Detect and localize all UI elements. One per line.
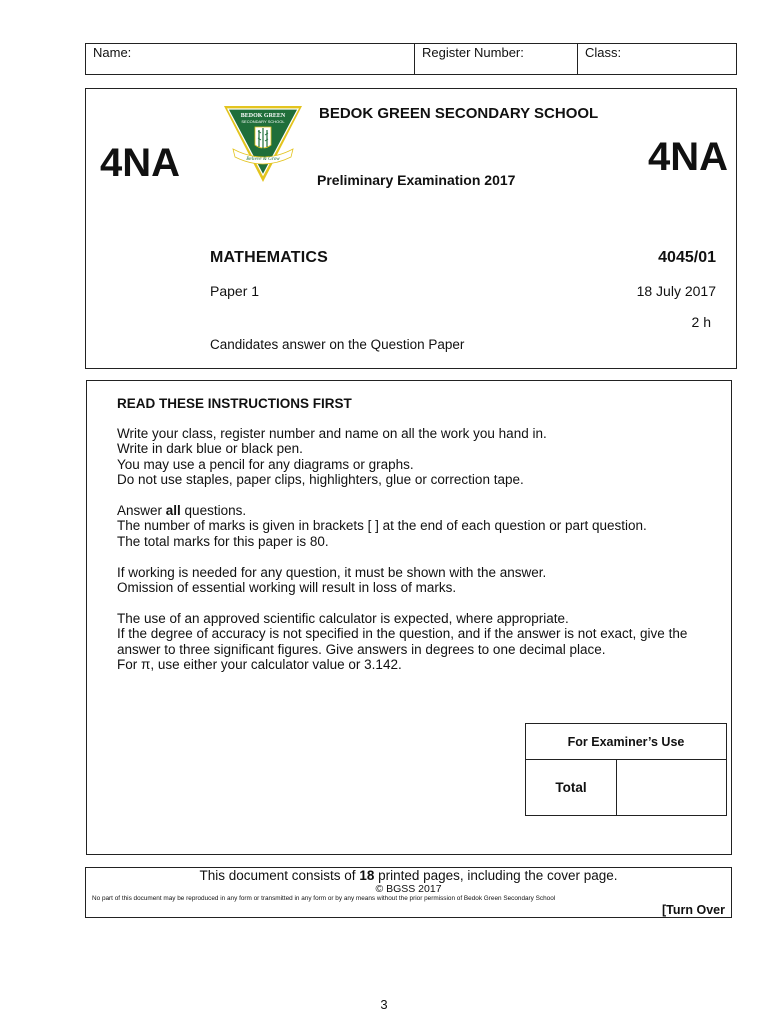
instruction-line: The use of an approved scientific calculator is expected, where appropriate.	[117, 610, 569, 626]
instructions-paragraph-4	[117, 611, 727, 673]
subject-title: MATHEMATICS	[210, 249, 329, 266]
school-crest-icon	[221, 103, 305, 185]
name-label: Name:	[93, 45, 132, 60]
exam-title: Preliminary Examination 2017	[317, 172, 516, 188]
instructions-paragraph-3	[117, 565, 727, 596]
svg-text:BEDOK GREEN: BEDOK GREEN	[240, 113, 286, 119]
school-name: BEDOK GREEN SECONDARY SCHOOL	[319, 105, 599, 122]
instruction-text: Answer	[117, 503, 166, 519]
instruction-line: Write your class, register number and name on all the work you hand in.	[117, 426, 547, 441]
svg-text:SECONDARY SCHOOL: SECONDARY SCHOOL	[241, 119, 285, 124]
instruction-line: For π, use either your calculator value or 3.142.	[117, 657, 402, 673]
instructions-box	[86, 380, 732, 855]
instruction-line: The number of marks is given in brackets [ ] at the end of each question or part question.	[117, 518, 647, 534]
svg-text:Believe & Grow: Believe & Grow	[246, 156, 280, 162]
instruction-line: Write in dark blue or black pen.	[117, 441, 303, 457]
register-label: Register Number:	[422, 45, 524, 60]
instruction-emphasis: all	[165, 503, 181, 519]
instructions-title: READ THESE INSTRUCTIONS FIRST	[117, 396, 352, 411]
candidates-note: Candidates answer on the Question Paper	[210, 337, 465, 352]
copyright-notice: © BGSS 2017	[375, 883, 442, 895]
examiner-use-heading: For Examiner’s Use	[526, 724, 726, 760]
instruction-line: Do not use staples, paper clips, highlighters, glue or correction tape.	[117, 472, 524, 488]
exam-duration: 2 h	[691, 314, 711, 330]
examiner-use-table	[525, 723, 727, 816]
instruction-line: The total marks for this paper is 80.	[117, 533, 329, 549]
page-number: 3	[380, 997, 388, 1012]
level-code-right: 4NA	[647, 135, 728, 179]
class-label: Class:	[585, 45, 622, 60]
paper-number: Paper 1	[210, 283, 260, 299]
paper-code: 4045/01	[658, 249, 716, 266]
document-footer	[85, 867, 732, 918]
instructions-paragraph-1	[117, 426, 727, 488]
register-number-field[interactable]	[415, 44, 578, 74]
instructions-body	[117, 426, 727, 688]
instruction-line: You may use a pencil for any diagrams or graphs.	[117, 456, 414, 472]
candidate-info-bar	[85, 43, 737, 75]
instruction-line: If working is needed for any question, it must be shown with the answer.	[117, 564, 547, 580]
exam-header	[85, 88, 737, 369]
total-marks-cell[interactable]	[617, 760, 726, 815]
page-count-note	[86, 868, 731, 883]
instruction-line: Omission of essential working will result in loss of marks.	[117, 580, 457, 596]
turn-over-label: [Turn Over	[662, 903, 725, 917]
page-count-number: 18	[359, 868, 375, 883]
total-label: Total	[526, 760, 617, 815]
name-field[interactable]	[86, 44, 415, 74]
class-field[interactable]	[578, 44, 736, 74]
exam-date: 18 July 2017	[636, 283, 716, 299]
instructions-paragraph-2	[117, 503, 727, 549]
page-count-prefix: This document consists of	[199, 868, 360, 883]
level-code-left: 4NA	[100, 141, 181, 185]
instruction-line: If the degree of accuracy is not specified in the question, and if the answer is not exact, give the answer to three significant figures. Give answers in degrees to one decimal place.	[117, 626, 688, 657]
page-count-suffix: printed pages, including the cover page.	[374, 868, 618, 883]
reproduction-notice: No part of this document may be reproduced in any form or transmitted in any form or by any means without the prior permission of Bedok Green Secondary School	[92, 895, 556, 902]
instruction-text: questions.	[180, 503, 247, 519]
examiner-total-row	[526, 760, 726, 815]
